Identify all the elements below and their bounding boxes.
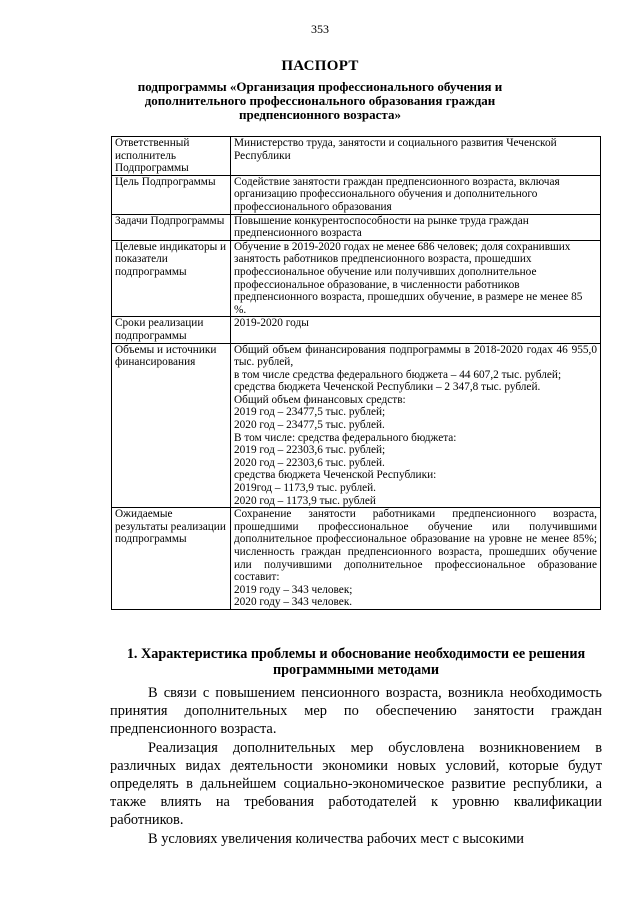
row-value-line: 2019 год – 23477,5 тыс. рублей; bbox=[234, 406, 386, 419]
table-row bbox=[112, 508, 601, 610]
row-value bbox=[231, 214, 601, 240]
row-label: Задачи Подпрограммы bbox=[112, 214, 231, 240]
row-value-line: Сохранение занятости работниками предпенсионного возраста, прошедшими профессиональное обучение или получившими дополнительное профессиональное образование на уровне не менее 85%; численность граждан предпенсионного возраста, прошедших обучение или получившими дополнительное профессиональное образование составит: bbox=[234, 508, 597, 584]
row-value-line: 2019-2020 годы bbox=[234, 317, 309, 330]
row-value bbox=[231, 343, 601, 508]
row-value bbox=[231, 317, 601, 343]
table-row bbox=[112, 214, 601, 240]
row-value-line: Общий объем финансирования подпрограммы в 2018-2020 годах 46 955,0 тыс. рублей, bbox=[234, 343, 597, 369]
row-value-line: средства бюджета Чеченской Республики: bbox=[234, 469, 437, 482]
row-value bbox=[231, 240, 601, 317]
row-label: Цель Подпрограммы bbox=[112, 175, 231, 214]
row-value-line: Обучение в 2019-2020 годах не менее 686 человек; доля сохранивших занятость работников предпенсионного возраста, прошедших профессиональное обучение или получивших дополнительное профессиональное образование, в численности работников предпенсионного возраста, прошедших обучение, в размере не менее 85 %. bbox=[234, 240, 583, 316]
row-value-line: 2019 год – 22303,6 тыс. рублей; bbox=[234, 444, 386, 457]
row-value-line: 2019 году – 343 человек; bbox=[234, 583, 353, 596]
row-value-line: Министерство труда, занятости и социального развития Чеченской Республики bbox=[234, 137, 557, 162]
row-value-line: 2020 году – 343 человек. bbox=[234, 596, 353, 609]
row-value-line: 2020 год – 22303,6 тыс. рублей. bbox=[234, 456, 385, 469]
table-row bbox=[112, 175, 601, 214]
row-value-line: в том числе средства федерального бюджета – 44 607,2 тыс. рублей; bbox=[234, 368, 562, 381]
row-value-line: В том числе: средства федерального бюджета: bbox=[234, 431, 457, 444]
document-subtitle: подпрограммы «Организация профессионального обучения и дополнительного профессионального образования граждан предпенсионного возраста» bbox=[137, 79, 503, 122]
row-value bbox=[231, 508, 601, 610]
paragraph: В связи с повышением пенсионного возраста, возникла необходимость принятия дополнительных мер по обеспечению занятости граждан предпенсионного возраста. bbox=[110, 685, 602, 738]
table-row bbox=[112, 317, 601, 343]
table-row bbox=[112, 137, 601, 176]
row-label: Ответственный исполнитель Подпрограммы bbox=[112, 137, 231, 176]
paragraph: В условиях увеличения количества рабочих мест с высокими bbox=[148, 830, 524, 847]
row-label: Объемы и источники финансирования bbox=[112, 343, 231, 508]
row-value-line: средства бюджета Чеченской Республики – 2 347,8 тыс. рублей. bbox=[234, 381, 541, 394]
passport-table bbox=[111, 136, 601, 610]
table-row bbox=[112, 240, 601, 317]
paragraph: Реализация дополнительных мер обусловлена возникновением в различных видах деятельности экономики новых условий, которые будут определять в дальнейшем социально-экономическое развитие республики, а также влиять на требования работодателей к уровню квалификации работников. bbox=[110, 739, 602, 829]
row-value bbox=[231, 175, 601, 214]
row-value-line: 2019год – 1173,9 тыс. рублей. bbox=[234, 482, 376, 495]
page-number: 353 bbox=[311, 22, 329, 36]
row-value bbox=[231, 137, 601, 176]
row-value-line: 2020 год – 23477,5 тыс. рублей. bbox=[234, 419, 385, 432]
row-value-line: Повышение конкурентоспособности на рынке труда граждан предпенсионного возраста bbox=[234, 214, 529, 240]
row-value-line: Содействие занятости граждан предпенсионного возраста, включая организацию профессионального обучения и дополнительного профессионального образования bbox=[234, 175, 560, 213]
row-label: Целевые индикаторы и показатели подпрограммы bbox=[112, 240, 231, 317]
document-title: ПАСПОРТ bbox=[281, 58, 359, 74]
row-value-line: 2020 год – 1173,9 тыс. рублей bbox=[234, 494, 376, 507]
row-label: Ожидаемые результаты реализации подпрограммы bbox=[112, 508, 231, 610]
table-row bbox=[112, 343, 601, 508]
section-heading: 1. Характеристика проблемы и обоснование необходимости ее решения программными методами bbox=[126, 646, 586, 678]
body-text bbox=[110, 684, 602, 848]
row-label: Сроки реализации подпрограммы bbox=[112, 317, 231, 343]
row-value-line: Общий объем финансовых средств: bbox=[234, 393, 406, 406]
